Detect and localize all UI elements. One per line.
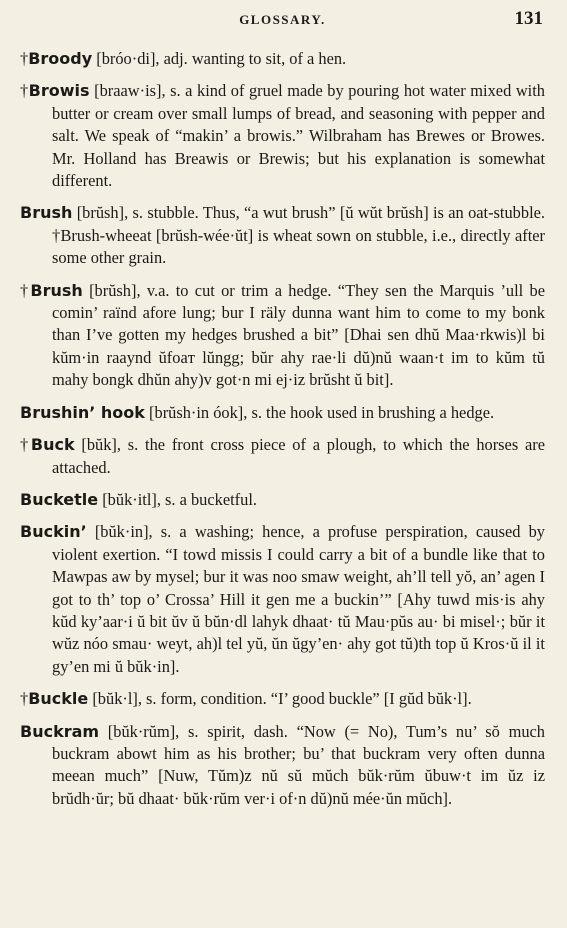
entry-headword: Brush: [30, 280, 83, 300]
glossary-entry: [20, 280, 545, 392]
entry-headword: Broody: [28, 49, 93, 68]
entry-headword: Browis: [28, 81, 90, 101]
entry-definition: [brŭsh·in óok], s. the hook used in brushing a hedge.: [144, 402, 495, 422]
entry-definition: [bŭk], s. the front cross piece of a plough, to which the horses are attached.: [52, 435, 545, 477]
entry-definition: [bŭk·rŭm], s. spirit, dash. “Now (= No), Tum’s nu’ sŏ much buckram abowt him as his brother; bu’ that buckram very often dunna meean much” [Nuw, Tŭm)z nŭ sŭ mŭch bŭk·rŭm ŭbuw·t im ŭz iz brŭdh·ŭr; bŭ dhaat· bŭk·rŭm ver·i of·n dŭ)nŭ mée·ŭn mŭch].: [52, 721, 545, 808]
entry-headword: Buckin’: [20, 522, 87, 542]
entry-headword: Bucketle: [20, 489, 99, 509]
glossary-entry: [20, 80, 545, 192]
entry-headword: Buckram: [20, 721, 100, 741]
glossary-entry: [20, 202, 545, 269]
entry-definition: [brŭsh], v.a. to cut or trim a hedge. “They sen the Marquis ’ull be comin’ raïnd afore lung; bur I räly dunna want him to come to my bonk than I’ve gotten my hedges brushed a bit” [Dhai sen dhŭ Maa·rkwis)l bi kŭm·in raaynd ŭfoaᴛ lŭngg; bŭr ahy rae·li dŭ)nŭ waan·t im to kŭm tŭ mahy bongk dhŭn ahy)v got·n mi ej·iz brŭsht ŭ bit].: [52, 280, 545, 390]
glossary-entries: [20, 48, 545, 810]
entry-definition: [braaw·is], s. a kind of gruel made by pouring hot water mixed with butter or cream over small lumps of bread, and seasoning with pepper and salt. We speak of “makin’ a browis.” Wilbraham has Brewes or Browes. Mr. Holland has Breawis or Brewis; but his explanation is somewhat different.: [52, 81, 545, 191]
entry-definition: [brŭsh], s. stubble. Thus, “a wut brush” [ŭ wŭt brŭsh] is an oat-stubble. †Brush-wheeat [brŭsh-wée·ŭt] is wheat sown on stubble, i.e., directly after some other grain.: [52, 203, 545, 268]
glossary-entry: [20, 434, 545, 479]
glossary-entry: [20, 48, 545, 70]
glossary-entry: [20, 521, 545, 678]
glossary-entry: [20, 721, 545, 811]
dagger-mark: †: [20, 689, 29, 709]
running-title: GLOSSARY.: [239, 12, 326, 27]
running-head: [20, 8, 545, 32]
entry-definition: [bŭk·l], s. form, condition. “I’ good buckle” [I gŭd bŭk·l].: [88, 689, 472, 709]
page-number: 131: [514, 8, 543, 29]
entry-headword: Brush: [20, 203, 73, 223]
entry-definition: [bŭk·itl], s. a bucketful.: [98, 489, 257, 509]
dagger-mark: †: [20, 280, 31, 300]
entry-definition: [bŭk·in], s. a washing; hence, a profuse perspiration, caused by violent exertion. “I towd missis I could carry a bit of a bundle like that to Mawpas aw by mysel; bur it was noo smaw weight, ah’ll tell yŏ, an’ agen I got to th’ top o’ Crossa’ Hill it gen me a buckin’” [Ahy tuwd mis·is ahy kŭd ky’aar·i ŭ bit ŭv ŭ bŭn·dl lahyk dhaat· tŭ Mau·pŭs au· bi misel·; bŭr it wŭz nóo smau· weyt, ah)l tel yŭ, ŭn ŭgy’en· ahy got tŭ)th top ŭ Kros·ŭ il it gy’en mi ŭ bŭk·in].: [52, 522, 545, 676]
glossary-entry: [20, 489, 545, 511]
entry-headword: Brushin’ hook: [20, 402, 145, 422]
dagger-mark: †: [20, 81, 29, 101]
dagger-mark: †: [20, 49, 29, 68]
entry-headword: Buckle: [28, 689, 89, 709]
glossary-entry: [20, 688, 545, 710]
entry-definition: [bróo·di], adj. wanting to sit, of a hen.: [92, 49, 347, 68]
entry-headword: Buck: [30, 435, 75, 455]
glossary-entry: [20, 402, 545, 424]
dagger-mark: †: [20, 435, 31, 455]
